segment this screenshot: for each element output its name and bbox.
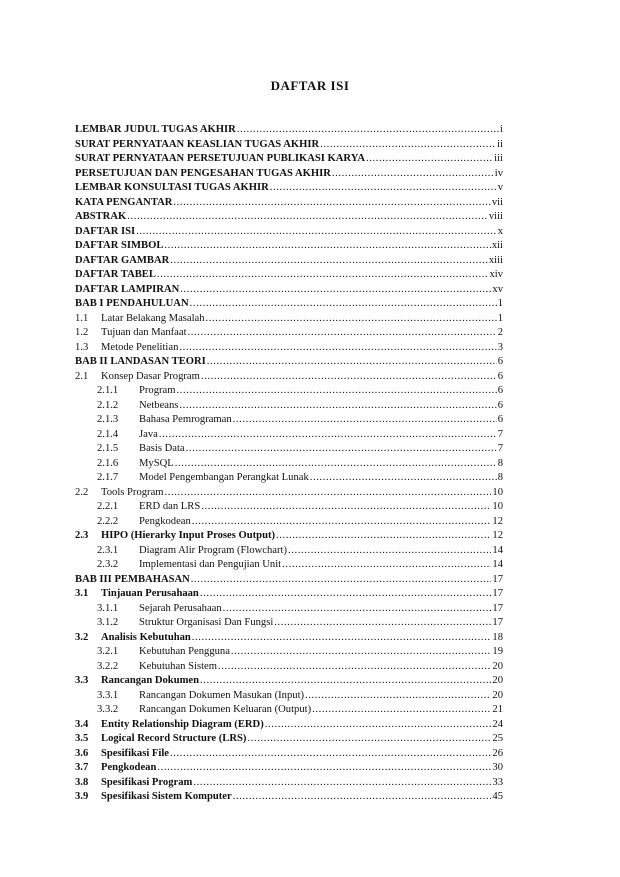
toc-entry-label: Spesifikasi Program — [101, 776, 193, 788]
toc-entry-label: Java — [139, 428, 158, 440]
toc-entry-label: Kebutuhan Sistem — [139, 660, 217, 672]
toc-entry — [75, 413, 503, 428]
toc-entry — [75, 529, 503, 544]
dot-leader — [127, 210, 488, 225]
toc-entry — [75, 471, 503, 486]
toc-entry — [75, 631, 503, 646]
toc-entry-label: Tools Program — [101, 486, 164, 498]
toc-entry-label: BAB III PEMBAHASAN — [75, 573, 190, 585]
toc-entry-number: 2.1.7 — [97, 472, 119, 483]
toc-entry-label: Diagram Alir Program (Flowchart) — [139, 544, 287, 556]
toc-entry-label: Rancangan Dokumen Masukan (Input) — [139, 689, 305, 701]
toc-entry-page: xii — [491, 240, 503, 251]
toc-entry-label: Implementasi dan Pengujian Unit — [139, 559, 282, 570]
dot-leader — [157, 268, 489, 283]
toc-entry — [75, 703, 503, 718]
toc-entry-label: PERSETUJUAN DAN PENGESAHAN TUGAS AKHIR — [75, 167, 331, 179]
toc-entry-label: BAB II LANDASAN TEORI — [75, 356, 206, 367]
dot-leader — [193, 776, 491, 791]
toc-entry-page: 10 — [492, 501, 503, 512]
toc-entry-number: 3.3 — [75, 675, 89, 686]
toc-entry-page: xv — [492, 283, 503, 295]
toc-entry-label: Pengkodean — [101, 762, 157, 773]
toc-entry — [75, 457, 503, 472]
toc-entry — [75, 196, 503, 211]
toc-entry-page: 14 — [492, 544, 503, 556]
toc-entry — [75, 689, 503, 704]
toc-entry-page: x — [497, 225, 503, 237]
toc-entry-number: 3.1 — [75, 588, 89, 599]
dot-leader — [200, 674, 491, 689]
toc-entry-page: 25 — [492, 733, 503, 744]
toc-entry-number: 3.8 — [75, 776, 89, 788]
dot-leader — [179, 399, 496, 414]
toc-entry — [75, 355, 503, 370]
dot-leader — [233, 413, 497, 428]
dot-leader — [200, 587, 492, 602]
dot-leader — [274, 616, 491, 631]
toc-entry — [75, 718, 503, 733]
toc-entry-number: 1.1 — [75, 312, 89, 324]
toc-entry-page: 18 — [492, 631, 503, 643]
toc-entry-label: Kebutuhan Pengguna — [139, 646, 230, 657]
dot-leader — [170, 747, 491, 762]
toc-entry-number: 2.3.2 — [97, 559, 119, 570]
toc-entry-label: Spesifikasi Sistem Komputer — [101, 791, 232, 802]
toc-entry-label: ABSTRAK — [75, 211, 127, 222]
toc-entry-number: 3.1.1 — [97, 602, 119, 614]
dot-leader — [157, 761, 491, 776]
toc-entry — [75, 587, 503, 602]
toc-entry-label: Basis Data — [139, 443, 185, 454]
dot-leader — [207, 355, 497, 370]
toc-entry-label: DAFTAR TABEL — [75, 269, 156, 280]
toc-entry-page: iii — [494, 153, 503, 164]
toc-entry-page: 12 — [492, 530, 503, 541]
toc-entry — [75, 674, 503, 689]
toc-entry — [75, 790, 503, 805]
toc-entry-label: KATA PENGANTAR — [75, 196, 173, 208]
dot-leader — [186, 442, 497, 457]
table-of-contents — [75, 123, 503, 805]
dot-leader — [179, 341, 496, 356]
toc-entry — [75, 297, 503, 312]
toc-entry-label: Analisis Kebutuhan — [101, 631, 191, 643]
toc-entry — [75, 341, 503, 356]
toc-entry-page: 19 — [492, 646, 503, 657]
dot-leader — [270, 181, 497, 196]
toc-entry — [75, 660, 503, 675]
toc-entry-page: 20 — [492, 660, 503, 672]
toc-entry — [75, 616, 503, 631]
toc-entry-page: 20 — [492, 689, 503, 701]
dot-leader — [192, 631, 492, 646]
toc-entry-page: 6 — [497, 399, 503, 411]
toc-entry-number: 3.7 — [75, 762, 89, 773]
toc-entry-label: Latar Belakang Masalah — [101, 312, 205, 324]
dot-leader — [233, 790, 492, 805]
toc-entry — [75, 776, 503, 791]
dot-leader — [231, 645, 491, 660]
toc-entry — [75, 428, 503, 443]
toc-entry — [75, 283, 503, 298]
toc-entry — [75, 558, 503, 573]
toc-entry — [75, 500, 503, 515]
toc-entry-page: 26 — [492, 747, 503, 759]
toc-entry-page: 7 — [497, 428, 503, 440]
toc-entry-number: 2.1.3 — [97, 414, 119, 425]
toc-entry-page: 17 — [492, 617, 503, 628]
toc-entry-label: Program — [139, 385, 176, 396]
toc-entry-label: Pengkodean — [139, 515, 191, 527]
toc-entry-label: MySQL — [139, 457, 174, 469]
toc-entry-label: Model Pengembangan Perangkat Lunak — [139, 472, 309, 483]
toc-entry-page: vii — [491, 196, 503, 208]
toc-entry-number: 2.1 — [75, 370, 89, 382]
page-title: DAFTAR ISI — [270, 78, 350, 93]
toc-entry-label: ERD dan LRS — [139, 501, 201, 512]
dot-leader — [312, 703, 491, 718]
dot-leader — [310, 471, 497, 486]
toc-entry-page: 1 — [497, 312, 503, 324]
toc-entry — [75, 254, 503, 269]
toc-entry-number: 1.2 — [75, 327, 89, 338]
toc-entry — [75, 486, 503, 501]
toc-entry-label: HIPO (Hierarky Input Proses Output) — [101, 530, 276, 541]
toc-entry-number: 2.1.1 — [97, 385, 119, 396]
toc-entry-label: Rancangan Dokumen — [101, 675, 200, 686]
toc-entry — [75, 442, 503, 457]
toc-entry-page: iv — [494, 167, 503, 179]
toc-entry — [75, 210, 503, 225]
dot-leader — [218, 660, 491, 675]
toc-entry — [75, 384, 503, 399]
toc-entry-page: 6 — [497, 370, 503, 382]
dot-leader — [237, 123, 499, 138]
toc-entry-label: Logical Record Structure (LRS) — [101, 733, 247, 744]
toc-entry-page: 7 — [497, 443, 503, 454]
dot-leader — [366, 152, 493, 167]
dot-leader — [320, 138, 496, 153]
dot-leader — [206, 312, 497, 327]
toc-entry-label: DAFTAR GAMBAR — [75, 254, 170, 266]
toc-entry — [75, 312, 503, 327]
toc-entry-page: i — [500, 124, 503, 135]
toc-entry-label: Entity Relationship Diagram (ERD) — [101, 718, 264, 730]
toc-entry-label: Metode Penelitian — [101, 341, 179, 353]
dot-leader — [332, 167, 494, 182]
toc-entry — [75, 761, 503, 776]
toc-entry — [75, 268, 503, 283]
dot-leader — [164, 239, 490, 254]
toc-entry — [75, 602, 503, 617]
toc-entry-page: 1 — [497, 298, 503, 309]
toc-entry-number: 2.2.2 — [97, 515, 119, 527]
toc-entry-number: 2.1.5 — [97, 443, 119, 454]
toc-entry-page: 12 — [492, 515, 503, 527]
dot-leader — [192, 515, 492, 530]
toc-entry-page: 14 — [492, 559, 503, 570]
toc-entry-page: 24 — [492, 718, 503, 730]
toc-entry-page: 3 — [497, 341, 503, 353]
toc-entry — [75, 573, 503, 588]
toc-entry — [75, 732, 503, 747]
toc-entry-label: LEMBAR JUDUL TUGAS AKHIR — [75, 124, 236, 135]
dot-leader — [188, 326, 497, 341]
toc-entry — [75, 399, 503, 414]
toc-entry-label: SURAT PERNYATAAN PERSETUJUAN PUBLIKASI KARYA — [75, 153, 366, 164]
toc-entry-page: 2 — [497, 327, 503, 338]
toc-entry — [75, 747, 503, 762]
toc-entry-number: 2.2 — [75, 486, 89, 498]
toc-entry-label: DAFTAR LAMPIRAN — [75, 283, 180, 295]
toc-entry-label: Netbeans — [139, 399, 179, 411]
toc-entry-page: 45 — [492, 791, 503, 802]
dot-leader — [223, 602, 492, 617]
toc-entry-page: 30 — [492, 762, 503, 773]
toc-entry-page: 33 — [492, 776, 503, 788]
toc-entry-page: 10 — [492, 486, 503, 498]
toc-entry-page: 6 — [497, 356, 503, 367]
toc-entry-number: 3.3.1 — [97, 689, 119, 701]
toc-entry — [75, 239, 503, 254]
dot-leader — [201, 370, 497, 385]
dot-leader — [265, 718, 492, 733]
toc-entry-number: 3.1.2 — [97, 617, 119, 628]
toc-entry — [75, 138, 503, 153]
toc-entry-number: 2.2.1 — [97, 501, 119, 512]
toc-entry-label: Struktur Organisasi Dan Fungsi — [139, 617, 274, 628]
toc-entry-number: 3.2.1 — [97, 646, 119, 657]
toc-entry — [75, 123, 503, 138]
toc-entry — [75, 167, 503, 182]
toc-entry-label: Spesifikasi File — [101, 747, 169, 759]
dot-leader — [276, 529, 491, 544]
toc-entry-page: xiii — [488, 254, 503, 266]
dot-leader — [201, 500, 491, 515]
toc-entry-number: 2.1.2 — [97, 399, 119, 411]
toc-entry-page: 17 — [492, 573, 503, 585]
dot-leader — [247, 732, 491, 747]
toc-entry-page: 17 — [492, 602, 503, 614]
dot-leader — [176, 384, 496, 399]
dot-leader — [282, 558, 491, 573]
dot-leader — [170, 254, 488, 269]
toc-entry — [75, 370, 503, 385]
toc-entry-number: 2.3 — [75, 530, 89, 541]
toc-entry-label: Bahasa Pemrograman — [139, 414, 232, 425]
toc-entry-number: 3.6 — [75, 747, 89, 759]
toc-entry — [75, 515, 503, 530]
toc-entry-page: 20 — [492, 675, 503, 686]
toc-entry-number: 3.2.2 — [97, 660, 119, 672]
toc-entry — [75, 544, 503, 559]
toc-entry-number: 3.4 — [75, 718, 89, 730]
toc-entry — [75, 152, 503, 167]
dot-leader — [173, 196, 490, 211]
toc-entry-page: 6 — [497, 414, 503, 425]
toc-entry-label: SURAT PERNYATAAN KEASLIAN TUGAS AKHIR — [75, 138, 320, 150]
toc-entry-label: Sejarah Perusahaan — [139, 602, 222, 614]
toc-entry-number: 1.3 — [75, 341, 89, 353]
dot-leader — [190, 297, 497, 312]
toc-entry-page: viii — [488, 211, 503, 222]
toc-entry — [75, 225, 503, 240]
dot-leader — [175, 457, 497, 472]
toc-entry — [75, 181, 503, 196]
toc-entry-label: Tinjauan Perusahaan — [101, 588, 199, 599]
dot-leader — [288, 544, 491, 559]
toc-entry-number: 2.1.4 — [97, 428, 119, 440]
toc-entry-label: Rancangan Dokumen Keluaran (Output) — [139, 704, 312, 715]
toc-entry-label: BAB I PENDAHULUAN — [75, 298, 189, 309]
toc-entry-page: 17 — [492, 588, 503, 599]
dot-leader — [159, 428, 497, 443]
toc-entry-number: 3.9 — [75, 791, 89, 802]
toc-entry-number: 2.3.1 — [97, 544, 119, 556]
toc-entry-label: DAFTAR ISI — [75, 225, 136, 237]
toc-entry-page: 6 — [497, 385, 503, 396]
toc-entry-number: 3.5 — [75, 733, 89, 744]
toc-entry-number: 3.3.2 — [97, 704, 119, 715]
dot-leader — [191, 573, 492, 588]
toc-entry-number: 2.1.6 — [97, 457, 119, 469]
dot-leader — [305, 689, 491, 704]
toc-entry-label: DAFTAR SIMBOL — [75, 240, 164, 251]
toc-entry-label: LEMBAR KONSULTASI TUGAS AKHIR — [75, 182, 269, 193]
toc-entry-page: ii — [497, 138, 503, 150]
toc-entry-page: xiv — [489, 269, 503, 280]
dot-leader — [136, 225, 497, 240]
toc-entry-page: 8 — [497, 472, 503, 483]
toc-entry-label: Tujuan dan Manfaat — [101, 327, 187, 338]
toc-entry — [75, 326, 503, 341]
toc-entry — [75, 645, 503, 660]
dot-leader — [165, 486, 492, 501]
toc-entry-page: 8 — [497, 457, 503, 469]
toc-entry-number: 3.2 — [75, 631, 89, 643]
toc-entry-page: 21 — [492, 704, 503, 715]
dot-leader — [180, 283, 491, 298]
toc-entry-page: v — [497, 182, 503, 193]
toc-entry-label: Konsep Dasar Program — [101, 370, 200, 382]
